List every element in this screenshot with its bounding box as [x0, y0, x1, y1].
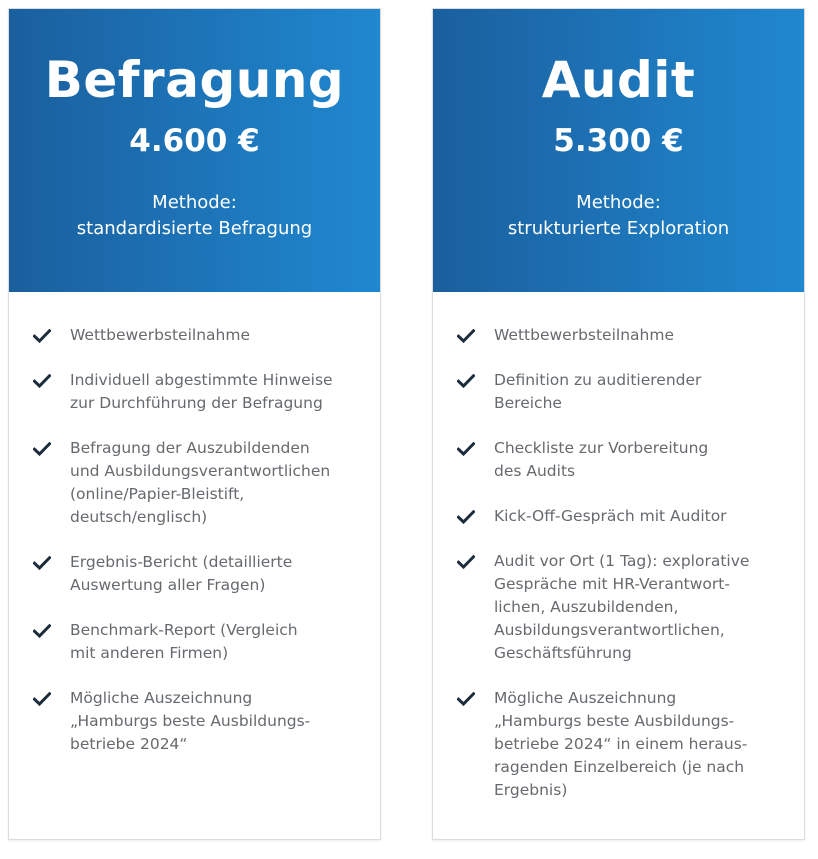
method-value: strukturierte Exploration: [507, 218, 730, 239]
checkmark-icon: [33, 374, 55, 388]
plan-price: 4.600 €: [129, 123, 260, 159]
feature-list: [433, 292, 804, 802]
plan-method: [9, 190, 380, 242]
checkmark-icon: [33, 692, 55, 706]
feature-item: [457, 324, 794, 347]
checkmark-icon: [33, 556, 55, 570]
feature-list: [9, 292, 380, 756]
feature-text: Definition zu auditierender Bereiche: [494, 371, 702, 412]
pricing-card-header: [433, 9, 804, 292]
checkmark-icon: [33, 329, 55, 343]
feature-text: Kick-Off-Gespräch mit Auditor: [494, 507, 727, 525]
feature-item: [457, 687, 794, 802]
feature-text: Mögliche Auszeichnung „Hamburgs beste Ausbildungs- betriebe 2024“ in einem heraus- ragenden Einzelbereich (je nach Ergebnis): [494, 689, 748, 799]
checkmark-icon: [457, 442, 479, 456]
feature-item: [33, 687, 370, 756]
feature-item: [33, 619, 370, 665]
feature-item: [457, 437, 794, 483]
feature-text: Individuell abgestimmte Hinweise zur Durchführung der Befragung: [70, 371, 333, 412]
checkmark-icon: [33, 624, 55, 638]
pricing-card-header: [9, 9, 380, 292]
method-label: Methode:: [576, 192, 661, 213]
checkmark-icon: [33, 442, 55, 456]
plan-price: 5.300 €: [553, 123, 684, 159]
feature-text: Wettbewerbsteilnahme: [70, 326, 250, 344]
feature-item: [33, 437, 370, 529]
plan-title: Befragung: [44, 51, 345, 109]
plan-title: Audit: [541, 51, 696, 109]
feature-text: Audit vor Ort (1 Tag): explorative Gespräche mit HR-Verantwort- lichen, Auszubildenden, Ausbildungsverantwortlichen, Geschäftsführung: [494, 552, 750, 662]
pricing-card-audit: [432, 8, 805, 840]
feature-text: Ergebnis-Bericht (detaillierte Auswertung aller Fragen): [70, 553, 293, 594]
checkmark-icon: [457, 510, 479, 524]
feature-item: [457, 505, 794, 528]
pricing-card-befragung: [8, 8, 381, 840]
checkmark-icon: [457, 374, 479, 388]
feature-item: [33, 324, 370, 347]
feature-text: Benchmark-Report (Vergleich mit anderen Firmen): [70, 621, 298, 662]
plan-method: [433, 190, 804, 242]
checkmark-icon: [457, 692, 479, 706]
checkmark-icon: [457, 329, 479, 343]
feature-text: Wettbewerbsteilnahme: [494, 326, 674, 344]
feature-text: Checkliste zur Vorbereitung des Audits: [494, 439, 709, 480]
feature-text: Mögliche Auszeichnung „Hamburgs beste Ausbildungs- betriebe 2024“: [70, 689, 311, 753]
feature-item: [33, 369, 370, 415]
feature-text: Befragung der Auszubildenden und Ausbildungsverantwortlichen (online/Papier-Bleistift, deutsch/englisch): [70, 439, 331, 526]
method-value: standardisierte Befragung: [76, 218, 313, 239]
feature-item: [33, 551, 370, 597]
feature-item: [457, 550, 794, 665]
checkmark-icon: [457, 555, 479, 569]
feature-item: [457, 369, 794, 415]
method-label: Methode:: [152, 192, 237, 213]
